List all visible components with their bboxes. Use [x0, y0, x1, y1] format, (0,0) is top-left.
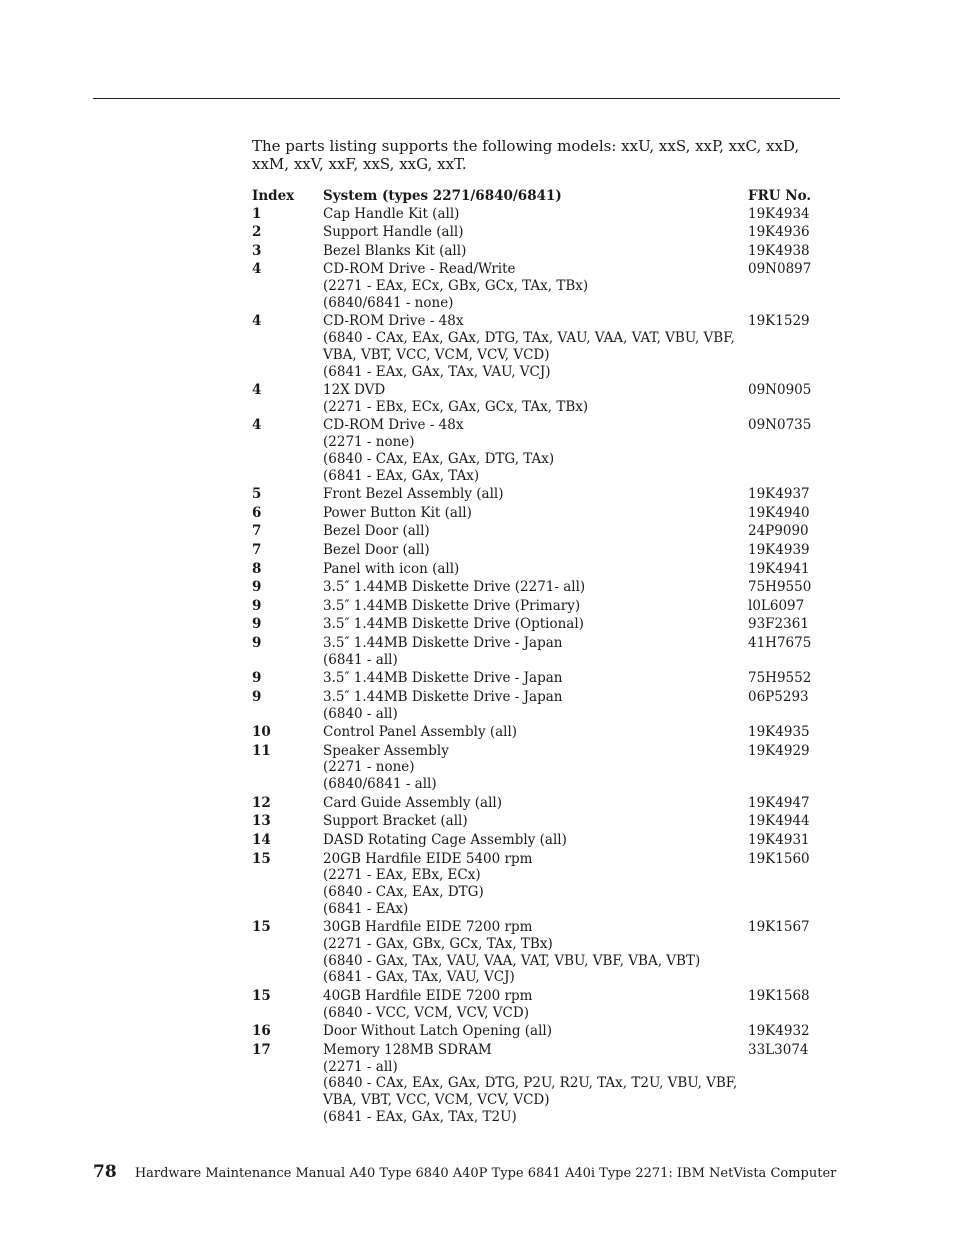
row-description [323, 795, 748, 814]
row-description [323, 670, 748, 689]
row-fru-number: 19K4944 [748, 813, 810, 830]
row-fru-number: 19K1529 [748, 313, 810, 330]
row-fru-number: 19K4947 [748, 794, 810, 811]
row-fru-number: 33L3074 [748, 1041, 809, 1058]
header-index: Index [252, 188, 295, 204]
part-name: Card Guide Assembly (all) [323, 794, 502, 811]
table-row [252, 598, 812, 617]
row-index: 9 [252, 597, 262, 614]
part-name: Front Bezel Assembly (all) [323, 486, 504, 503]
row-index: 13 [252, 813, 271, 830]
row-fru-number: 09N0897 [748, 261, 812, 278]
part-name: Panel with icon (all) [323, 560, 460, 577]
row-fru-number: 19K1567 [748, 919, 810, 936]
row-index: 9 [252, 670, 262, 687]
row-description [323, 261, 748, 313]
row-fru-number: 19K4937 [748, 486, 810, 503]
part-name: Speaker Assembly [323, 742, 449, 759]
model-list: (6841 - EAx, GAx, TAx) [323, 467, 480, 484]
row-index: 17 [252, 1041, 271, 1058]
table-row [252, 261, 812, 313]
row-index: 9 [252, 616, 262, 633]
model-list: (6840 - VCC, VCM, VCV, VCD) [323, 1004, 529, 1021]
row-description [323, 224, 748, 243]
row-fru-number: 41H7675 [748, 634, 812, 651]
part-name: Power Button Kit (all) [323, 504, 472, 521]
row-fru-number: 19K4939 [748, 541, 810, 558]
row-description [323, 542, 748, 561]
model-list: (6840 - GAx, TAx, VAU, VAA, VAT, VBU, VBF, VBA, VBT) [323, 952, 701, 969]
row-fru-number: 19K4936 [748, 224, 810, 241]
table-row [252, 523, 812, 542]
table-row [252, 743, 812, 795]
row-description [323, 724, 748, 743]
row-index: 16 [252, 1023, 271, 1040]
row-description [323, 206, 748, 225]
row-index: 6 [252, 504, 262, 521]
parts-table-body [252, 206, 812, 1128]
model-list: (6841 - EAx) [323, 900, 409, 917]
row-description [323, 635, 748, 670]
row-description [323, 313, 748, 382]
table-row [252, 206, 812, 225]
footer-title: Hardware Maintenance Manual A40 Type 6840 A40P Type 6841 A40i Type 2271: IBM NetVista Computer [134, 1166, 837, 1181]
row-index: 8 [252, 560, 262, 577]
row-index: 12 [252, 794, 271, 811]
model-list: (6841 - EAx, GAx, TAx, T2U) [323, 1108, 517, 1125]
row-fru-number: 19K4931 [748, 831, 810, 848]
part-name: Support Bracket (all) [323, 813, 468, 830]
model-list: (2271 - EAx, ECx, GBx, GCx, TAx, TBx) [323, 278, 589, 295]
row-description [323, 851, 748, 920]
row-index: 4 [252, 382, 262, 399]
row-fru-number: 19K4932 [748, 1023, 810, 1040]
row-description [323, 988, 748, 1023]
part-name: Door Without Latch Opening (all) [323, 1023, 552, 1040]
table-row [252, 988, 812, 1023]
table-row [252, 635, 812, 670]
row-fru-number: l0L6097 [748, 597, 805, 614]
page-footer [93, 1160, 853, 1186]
row-index: 10 [252, 724, 271, 741]
row-index: 7 [252, 523, 262, 540]
table-row [252, 579, 812, 598]
row-index: 4 [252, 261, 262, 278]
part-name: 3.5″ 1.44MB Diskette Drive (2271- all) [323, 579, 586, 596]
table-row [252, 832, 812, 851]
table-row [252, 1023, 812, 1042]
row-description [323, 616, 748, 635]
row-description [323, 505, 748, 524]
row-index: 15 [252, 919, 271, 936]
table-row [252, 919, 812, 988]
row-fru-number: 09N0735 [748, 417, 812, 434]
page-number: 78 [93, 1162, 117, 1182]
table-row [252, 486, 812, 505]
row-index: 15 [252, 850, 271, 867]
row-description [323, 832, 748, 851]
part-name: DASD Rotating Cage Assembly (all) [323, 831, 567, 848]
part-name: 12X DVD [323, 382, 386, 399]
row-description [323, 243, 748, 262]
model-list: (6840 - CAx, EAx, GAx, DTG, TAx) [323, 450, 555, 467]
row-fru-number: 19K4941 [748, 560, 810, 577]
row-index: 14 [252, 831, 271, 848]
row-index: 4 [252, 417, 262, 434]
row-index: 5 [252, 486, 262, 503]
model-list: (2271 - EAx, EBx, ECx) [323, 867, 481, 884]
part-name: 3.5″ 1.44MB Diskette Drive - Japan [323, 670, 563, 687]
part-name: CD-ROM Drive - 48x [323, 417, 464, 434]
row-fru-number: 19K4934 [748, 205, 810, 222]
model-list: (6841 - EAx, GAx, TAx, VAU, VCJ) [323, 363, 551, 380]
table-row [252, 813, 812, 832]
row-fru-number: 19K1568 [748, 987, 810, 1004]
table-row [252, 382, 812, 417]
model-list: (6840 - all) [323, 705, 398, 722]
row-index: 9 [252, 634, 262, 651]
part-name: 3.5″ 1.44MB Diskette Drive - Japan [323, 688, 563, 705]
row-description [323, 417, 748, 486]
table-row [252, 542, 812, 561]
part-name: Control Panel Assembly (all) [323, 724, 518, 741]
intro-paragraph: The parts listing supports the following models: xxU, xxS, xxP, xxC, xxD, xxM, xxV, xxF, xxS, xxG, xxT. [252, 137, 800, 173]
row-index: 3 [252, 242, 262, 259]
row-description [323, 919, 748, 988]
row-description [323, 743, 748, 795]
table-row [252, 505, 812, 524]
model-list: (6841 - all) [323, 651, 398, 668]
model-list: (6840/6841 - all) [323, 776, 437, 793]
table-row [252, 313, 812, 382]
row-fru-number: 19K4935 [748, 724, 810, 741]
row-description [323, 1023, 748, 1042]
row-fru-number: 19K4938 [748, 242, 810, 259]
row-description [323, 561, 748, 580]
row-fru-number: 19K4929 [748, 742, 810, 759]
model-list: VBA, VBT, VCC, VCM, VCV, VCD) [323, 346, 550, 363]
row-description [323, 579, 748, 598]
row-description [323, 382, 748, 417]
part-name: Bezel Blanks Kit (all) [323, 242, 467, 259]
part-name: Cap Handle Kit (all) [323, 205, 460, 222]
part-name: 20GB Hardfile EIDE 5400 rpm [323, 850, 533, 867]
row-index: 11 [252, 742, 271, 759]
row-index: 7 [252, 541, 262, 558]
row-fru-number: 75H9552 [748, 670, 812, 687]
model-list: (2271 - GAx, GBx, GCx, TAx, TBx) [323, 935, 553, 952]
model-list: (6840 - CAx, EAx, GAx, DTG, TAx, VAU, VAA, VAT, VBU, VBF, [323, 330, 735, 347]
part-name: Memory 128MB SDRAM [323, 1041, 492, 1058]
table-row [252, 243, 812, 262]
model-list: (6841 - GAx, TAx, VAU, VCJ) [323, 969, 515, 986]
header-fru: FRU No. [748, 188, 812, 204]
model-list: (6840 - CAx, EAx, GAx, DTG, P2U, R2U, TAx, T2U, VBU, VBF, [323, 1075, 738, 1092]
row-index: 4 [252, 313, 262, 330]
row-index: 2 [252, 224, 262, 241]
row-fru-number: 75H9550 [748, 579, 812, 596]
row-fru-number: 24P9090 [748, 523, 809, 540]
table-row [252, 795, 812, 814]
part-name: 3.5″ 1.44MB Diskette Drive (Optional) [323, 616, 584, 633]
header-rule [93, 98, 840, 99]
table-row [252, 616, 812, 635]
row-index: 1 [252, 205, 262, 222]
row-description [323, 523, 748, 542]
row-fru-number: 06P5293 [748, 688, 809, 705]
table-row [252, 724, 812, 743]
row-description [323, 598, 748, 617]
model-list: (6840 - CAx, EAx, DTG) [323, 883, 484, 900]
part-name: 3.5″ 1.44MB Diskette Drive - Japan [323, 634, 563, 651]
row-fru-number: 93F2361 [748, 616, 809, 633]
table-row [252, 670, 812, 689]
part-name: Bezel Door (all) [323, 541, 430, 558]
row-fru-number: 09N0905 [748, 382, 812, 399]
model-list: (2271 - none) [323, 434, 415, 451]
part-name: CD-ROM Drive - 48x [323, 313, 464, 330]
part-name: 3.5″ 1.44MB Diskette Drive (Primary) [323, 597, 581, 614]
part-name: Support Handle (all) [323, 224, 464, 241]
part-name: CD-ROM Drive - Read/Write [323, 261, 516, 278]
table-row [252, 417, 812, 486]
part-name: Bezel Door (all) [323, 523, 430, 540]
model-list: (6840/6841 - none) [323, 294, 454, 311]
model-list: VBA, VBT, VCC, VCM, VCV, VCD) [323, 1091, 550, 1108]
model-list: (2271 - none) [323, 759, 415, 776]
table-row [252, 561, 812, 580]
row-index: 9 [252, 579, 262, 596]
table-row [252, 851, 812, 920]
model-list: (2271 - EBx, ECx, GAx, GCx, TAx, TBx) [323, 398, 589, 415]
row-description [323, 486, 748, 505]
parts-table [252, 188, 812, 1127]
part-name: 40GB Hardfile EIDE 7200 rpm [323, 987, 533, 1004]
table-row [252, 1042, 812, 1127]
row-fru-number: 19K4940 [748, 504, 810, 521]
table-row [252, 689, 812, 724]
row-description [323, 813, 748, 832]
row-index: 15 [252, 987, 271, 1004]
model-list: (2271 - all) [323, 1058, 398, 1075]
table-header-row [252, 188, 812, 206]
header-system: System (types 2271/6840/6841) [323, 188, 562, 204]
part-name: 30GB Hardfile EIDE 7200 rpm [323, 919, 533, 936]
table-row [252, 224, 812, 243]
row-description [323, 1042, 748, 1127]
row-index: 9 [252, 688, 262, 705]
row-fru-number: 19K1560 [748, 850, 810, 867]
row-description [323, 689, 748, 724]
